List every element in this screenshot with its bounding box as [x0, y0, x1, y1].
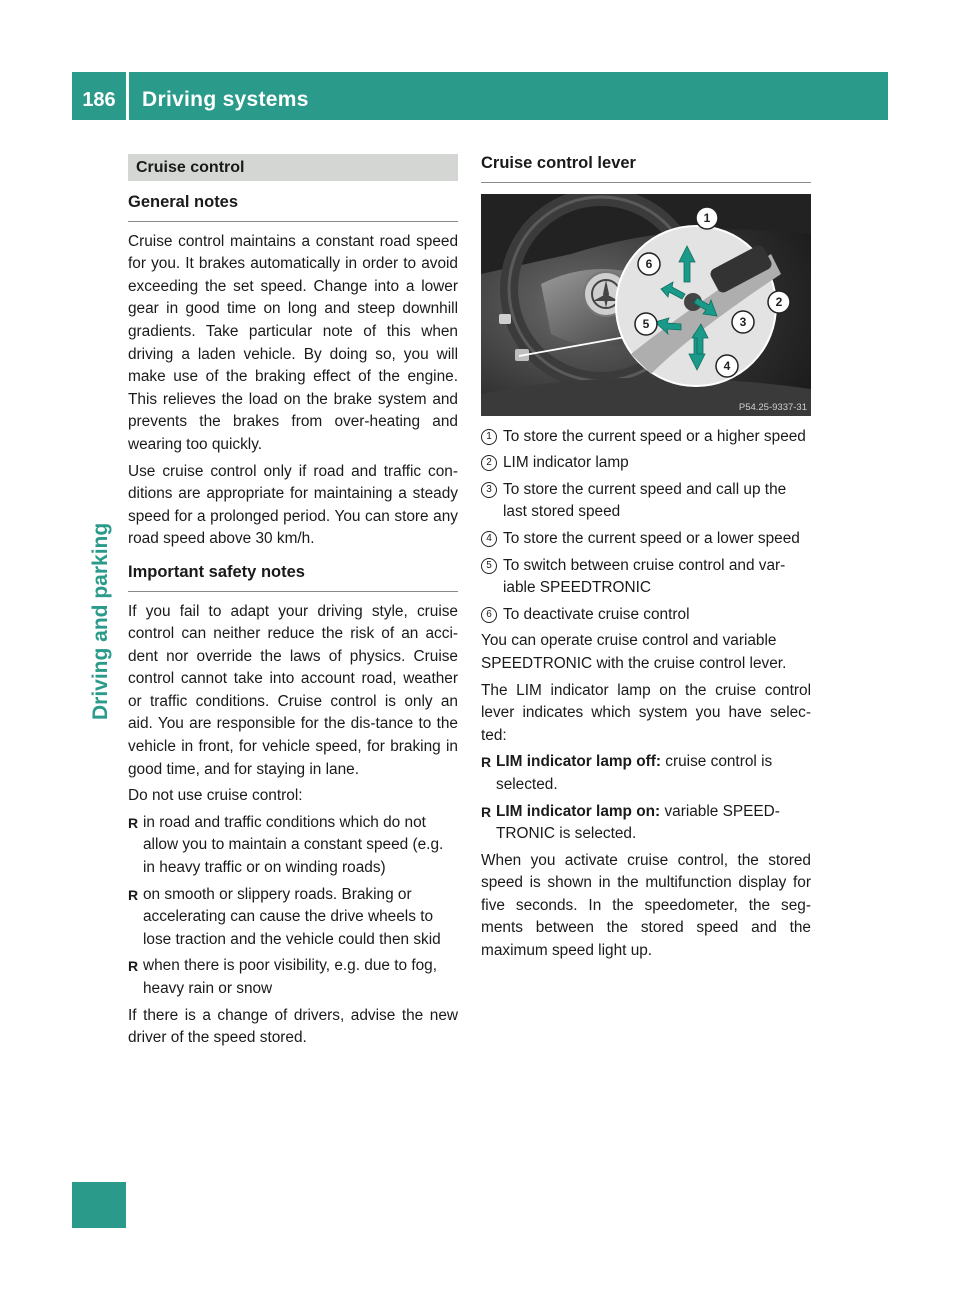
side-tab-block — [72, 1182, 126, 1228]
left-column — [128, 154, 458, 1054]
lever-paragraph-3: When you activate cruise control, the stored speed is shown in the multifunction display for five seconds. In the speedometer, the seg-ments between the stored speed and the maximum speed light up. — [481, 851, 811, 960]
list-item: 6 To deactivate cruise control — [481, 604, 811, 627]
page-number: 186 — [82, 89, 116, 111]
safety-paragraph-2: Do not use cruise control: — [128, 787, 303, 805]
safety-paragraph-3: If there is a change of drivers, advise the new driver of the speed stored. — [128, 1006, 458, 1047]
callout-4: 4 — [723, 358, 731, 373]
callout-6: 6 — [645, 256, 653, 271]
callout-2: 2 — [775, 294, 783, 309]
header-divider — [126, 72, 129, 120]
safety-paragraph-1: If you fail to adapt your driving style, cruise control can neither reduce the risk of an acci-dent nor override the laws of physics. Cruise control cannot take into account road, weather or traffic conditions. Cruise control is only an aid. You are responsible for the dis-tance to the vehicle in front, for vehicle speed, for braking in good time, and for staying in lane. — [128, 602, 458, 778]
lever-paragraph-2: The LIM indicator lamp on the cruise control lever indicates which system you have selec-ted: — [481, 681, 811, 744]
chapter-title: Driving systems — [142, 88, 309, 111]
callout-5: 5 — [642, 316, 650, 331]
general-notes-heading: General notes — [128, 191, 458, 222]
list-item: R in road and traffic conditions which do not allow you to maintain a constant speed (e.g. in heavy traffic or on winding roads) — [128, 812, 458, 880]
lever-diagram — [481, 194, 811, 416]
list-item: 4 To store the current speed or a lower speed — [481, 528, 811, 551]
lever-heading: Cruise control lever — [481, 152, 811, 183]
list-item: 5 To switch between cruise control and var-iable SPEEDTRONIC — [481, 555, 811, 600]
list-item: 1 To store the current speed or a higher speed — [481, 426, 811, 449]
side-tab — [85, 420, 115, 720]
general-notes-paragraph-2: Use cruise control only if road and traffic con-ditions are appropriate for maintaining a steady speed for a prolonged period. You can store any road speed above 30 km/h. — [128, 462, 458, 548]
lever-paragraph-1: You can operate cruise control and variable SPEEDTRONIC with the cruise control lever. — [481, 632, 787, 672]
figure-code: P54.25-9337-31 — [738, 401, 807, 413]
list-item: R LIM indicator lamp off: cruise control is selected. — [481, 751, 811, 796]
general-notes-paragraph-1: Cruise control maintains a constant road speed for you. It brakes automatically in order to avoid exceeding the set speed. Change into a lower gear in good time on long and steep downhill gradients. Take particular note of this when driving a laden vehicle. By doing so, you will make use of the braking effect of the engine. This relieves the load on the brake system and prevents the brakes from over-heating and wearing too quickly. — [128, 232, 458, 453]
list-item: R when there is poor visibility, e.g. due to fog, heavy rain or snow — [128, 955, 458, 1000]
side-tab-label: Driving and parking — [89, 522, 112, 720]
list-item: R LIM indicator lamp on: variable SPEED-TRONIC is selected. — [481, 801, 811, 846]
right-column — [481, 152, 811, 967]
section-title: Cruise control — [128, 154, 458, 181]
callout-3: 3 — [739, 314, 747, 329]
safety-heading: Important safety notes — [128, 561, 458, 592]
list-item: R on smooth or slippery roads. Braking or accelerating can cause the drive wheels to lose traction and the vehicle could then skid — [128, 884, 458, 952]
page-header — [72, 72, 888, 120]
list-item: 3 To store the current speed and call up the last stored speed — [481, 479, 811, 524]
cruise-control-lever-illustration — [481, 194, 811, 416]
list-item: 2 LIM indicator lamp — [481, 452, 811, 475]
callout-1: 1 — [703, 210, 711, 225]
